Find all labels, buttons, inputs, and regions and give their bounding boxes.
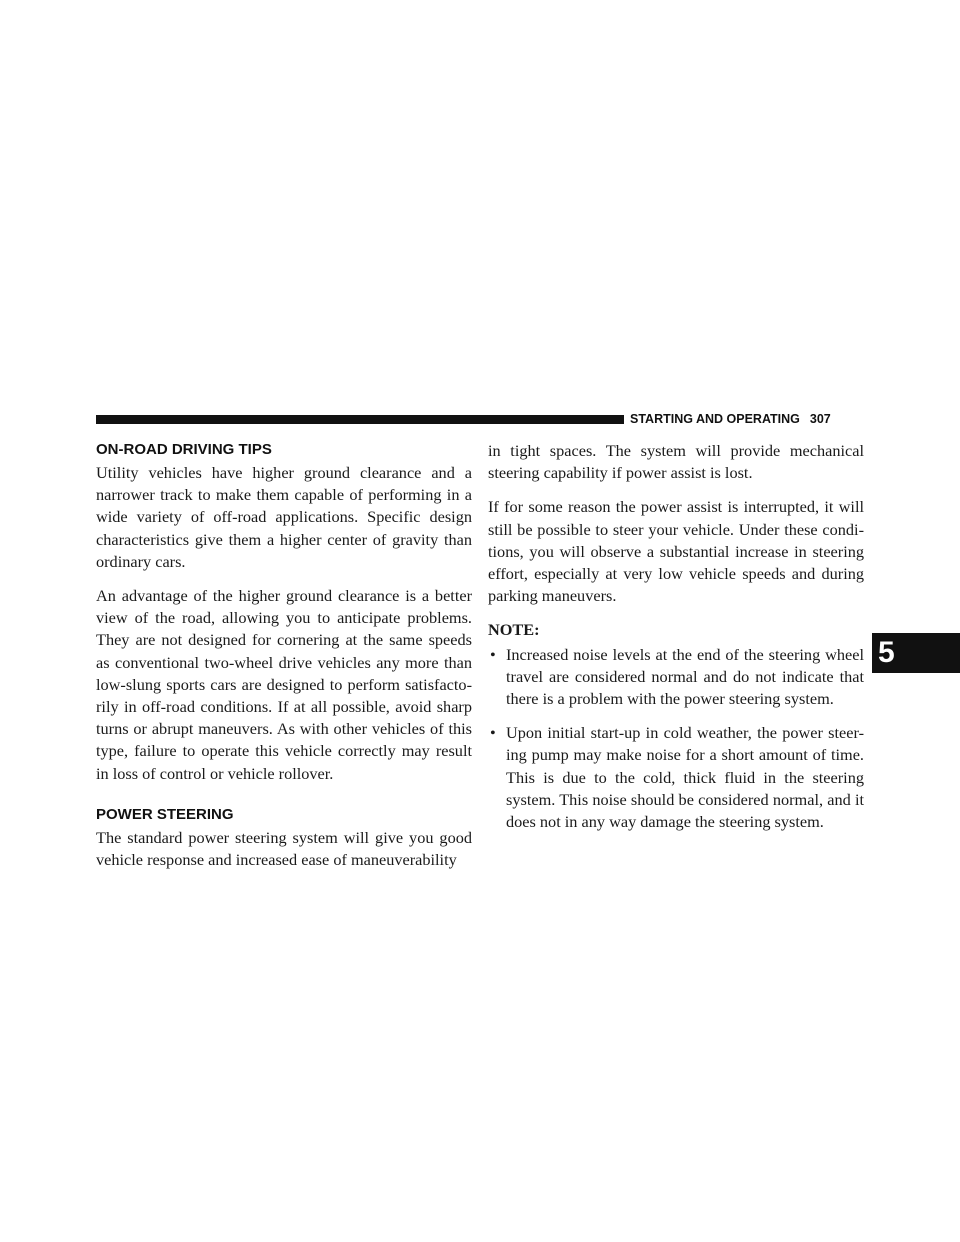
paragraph-tight-spaces: in tight spaces. The system will provide mechanical steering capability if power assist is lost. [488, 441, 864, 483]
note-label: NOTE: [488, 620, 540, 640]
section-title: STARTING AND OPERATING [630, 412, 800, 426]
chapter-tab [872, 633, 960, 673]
header-rule [96, 415, 624, 424]
paragraph-advantage: An advantage of the higher ground clearance is a better view of the road, allowing you to anticipate problems. They are not designed for cornering at the same speeds as conventional two-wheel drive vehicles any more than low-slung sports cars are designed to perform satisfacto-rily in off-road conditions. If at all possible, avoid sharp turns or abrupt maneuvers. As with other vehicles of this type, failure to operate this vehicle correctly may result in loss of control or vehicle rollover. [96, 586, 472, 783]
right-column [488, 440, 864, 845]
paragraph-power-assist-interrupted: If for some reason the power assist is interrupted, it will still be possible to steer your vehicle. Under these condi-tions, you will observe a substantial increase in steering effort, especially at very low vehicle speeds and during parking maneuvers. [488, 497, 864, 606]
paragraph-utility-vehicles: Utility vehicles have higher ground clearance and a narrower track to make them capable of performing in a wide variety of off-road applications. Specific design characteristics give them a higher center of gravity than ordinary cars. [96, 463, 472, 571]
list-item: • Upon initial start-up in cold weather, the power steer-ing pump may make noise for a short amount of time. This is due to the cold, thick fluid in the steering system. This noise should be considered normal, and it does not in any way damage the steering system. [488, 722, 864, 833]
chapter-number: 5 [878, 636, 895, 669]
paragraph-standard-power-steering: The standard power steering system will give you good vehicle response and increased ease of maneuverability [96, 827, 472, 870]
page-number: 307 [809, 412, 831, 426]
heading-on-road-driving-tips: ON-ROAD DRIVING TIPS [96, 441, 272, 458]
left-column [96, 440, 472, 883]
list-item: • Increased noise levels at the end of the steering wheel travel are considered normal and do not indicate that there is a problem with the power steering system. [488, 644, 864, 711]
heading-power-steering: POWER STEERING [96, 805, 234, 823]
note-list [488, 644, 864, 834]
running-header [630, 410, 870, 428]
